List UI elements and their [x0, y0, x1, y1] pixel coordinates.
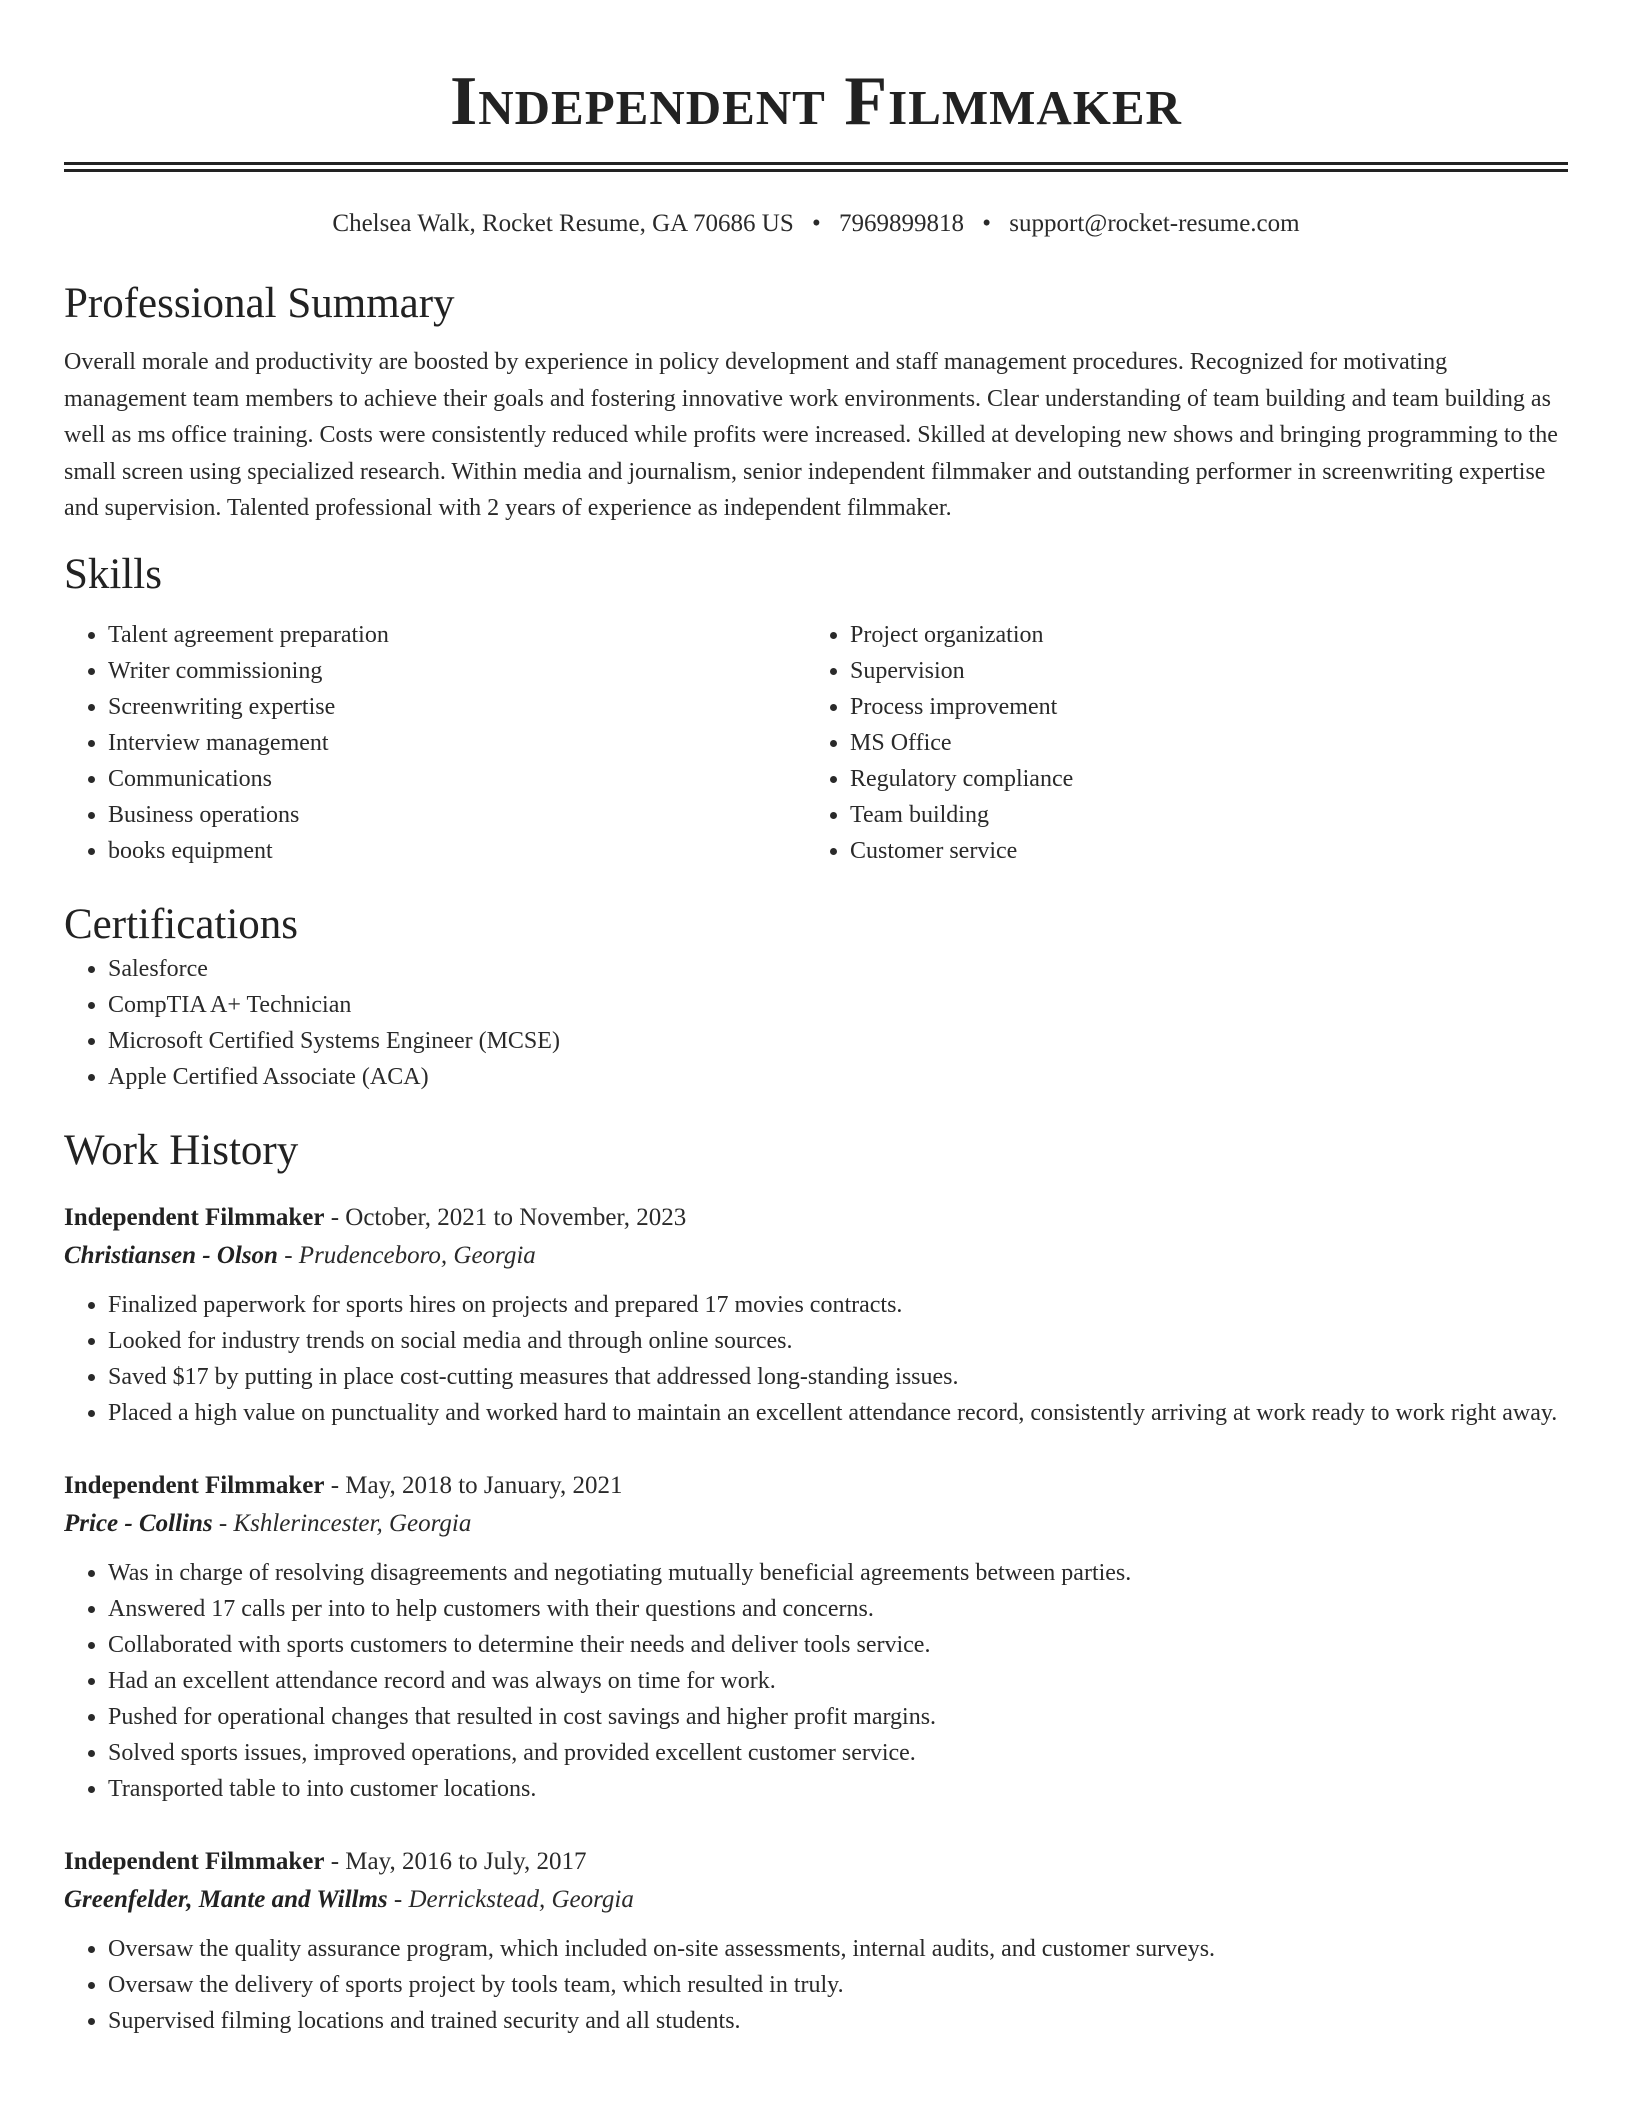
- resume-page: [64, 0, 1568, 2039]
- skill-item: • Process improvement: [850, 689, 1548, 725]
- company-line: [64, 1881, 1568, 1919]
- job-title-line: [64, 1467, 1568, 1505]
- job-bullet: • Was in charge of resolving disagreements and negotiating mutually beneficial agreements between parties.: [108, 1555, 1568, 1591]
- job-title-line: [64, 1199, 1568, 1237]
- job-entry: [64, 1843, 1568, 2039]
- skill-item: • Customer service: [850, 833, 1548, 869]
- contact-email: support@rocket-resume.com: [1009, 210, 1300, 237]
- skills-list-right: [806, 617, 1548, 869]
- job-title: Independent Filmmaker: [64, 1471, 325, 1499]
- job-bullets: [64, 1555, 1568, 1807]
- company-location: - Derrickstead, Georgia: [393, 1885, 634, 1913]
- job-bullet: • Looked for industry trends on social media and through online sources.: [108, 1323, 1568, 1359]
- job-bullet: • Answered 17 calls per into to help customers with their questions and concerns.: [108, 1591, 1568, 1627]
- job-bullet: • Transported table to into customer locations.: [108, 1771, 1568, 1807]
- certification-item: • CompTIA A+ Technician: [108, 987, 1568, 1023]
- summary-heading: Professional Summary: [64, 280, 455, 327]
- certification-item: • Apple Certified Associate (ACA): [108, 1059, 1568, 1095]
- job-title: Independent Filmmaker: [64, 1203, 325, 1231]
- certifications-list: [64, 951, 1568, 1095]
- resume-title: Independent Filmmaker: [450, 63, 1182, 140]
- contact-phone: 7969899818: [839, 210, 965, 237]
- work-history-heading: Work History: [64, 1126, 299, 1174]
- skill-item: • Team building: [850, 797, 1548, 833]
- skill-item: • Business operations: [108, 797, 806, 833]
- company-line: [64, 1505, 1568, 1543]
- job-bullet: • Had an excellent attendance record and was always on time for work.: [108, 1663, 1568, 1699]
- job-title-line: [64, 1843, 1568, 1881]
- certification-item: • Microsoft Certified Systems Engineer (MCSE): [108, 1023, 1568, 1059]
- job-bullet: • Pushed for operational changes that resulted in cost savings and higher profit margins.: [108, 1699, 1568, 1735]
- skill-item: • Interview management: [108, 725, 806, 761]
- job-bullets: [64, 1931, 1568, 2039]
- skill-item: • Regulatory compliance: [850, 761, 1548, 797]
- certification-item: • Salesforce: [108, 951, 1568, 987]
- title-divider: [64, 162, 1568, 172]
- skill-item: • Writer commissioning: [108, 653, 806, 689]
- job-entry: [64, 1467, 1568, 1807]
- company-line: [64, 1237, 1568, 1275]
- skill-item: • Talent agreement preparation: [108, 617, 806, 653]
- job-bullet: • Supervised filming locations and trained security and all students.: [108, 2003, 1568, 2039]
- skill-item: • Project organization: [850, 617, 1548, 653]
- job-dates: - October, 2021 to November, 2023: [330, 1203, 687, 1231]
- contact-separator: •: [982, 210, 992, 237]
- company-location: - Prudenceboro, Georgia: [284, 1241, 536, 1269]
- job-bullet: • Placed a high value on punctuality and worked hard to maintain an excellent attendance record, consistently arriving at work ready to work right away.: [108, 1395, 1568, 1431]
- job-bullets: [64, 1287, 1568, 1431]
- skill-item: • MS Office: [850, 725, 1548, 761]
- job-bullet: • Oversaw the delivery of sports project by tools team, which resulted in truly.: [108, 1967, 1568, 2003]
- contact-separator: •: [812, 210, 821, 237]
- company-name: Price - Collins: [64, 1509, 213, 1537]
- skills-column-right: [806, 617, 1548, 869]
- company-location: - Kshlerincester, Georgia: [218, 1509, 472, 1537]
- skills-grid: [64, 617, 1568, 869]
- job-dates: - May, 2016 to July, 2017: [330, 1847, 587, 1875]
- job-bullet: • Finalized paperwork for sports hires on projects and prepared 17 movies contracts.: [108, 1287, 1568, 1323]
- contact-address: Chelsea Walk, Rocket Resume, GA 70686 US: [332, 210, 794, 237]
- skill-item: • Supervision: [850, 653, 1548, 689]
- job-entry: [64, 1199, 1568, 1431]
- skills-list-left: [64, 617, 806, 869]
- summary-text: Overall morale and productivity are boosted by experience in policy development and staff management procedures. Recognized for motivating management team members to achieve their goals and fostering innovative work environments. Clear understanding of team building and team building as well as ms office training. Costs were consistently reduced while profits were increased. Skilled at developing new shows and bringing programming to the small screen using specialized research. Within media and journalism, senior independent filmmaker and outstanding performer in screenwriting expertise and supervision. Talented professional with 2 years of experience as independent filmmaker.: [64, 349, 1558, 521]
- job-bullet: • Oversaw the quality assurance program, which included on-site assessments, internal audits, and customer surveys.: [108, 1931, 1568, 1967]
- contact-line: [64, 208, 1568, 240]
- job-bullet: • Collaborated with sports customers to determine their needs and deliver tools service.: [108, 1627, 1568, 1663]
- job-bullet: • Solved sports issues, improved operations, and provided excellent customer service.: [108, 1735, 1568, 1771]
- skill-item: • Communications: [108, 761, 806, 797]
- company-name: Greenfelder, Mante and Willms: [64, 1885, 388, 1913]
- skill-item: • Screenwriting expertise: [108, 689, 806, 725]
- skill-item: • books equipment: [108, 833, 806, 869]
- company-name: Christiansen - Olson: [64, 1241, 278, 1269]
- job-dates: - May, 2018 to January, 2021: [330, 1471, 623, 1499]
- skills-heading: Skills: [64, 550, 162, 598]
- job-title: Independent Filmmaker: [64, 1847, 325, 1875]
- job-bullet: • Saved $17 by putting in place cost-cutting measures that addressed long-standing issues.: [108, 1359, 1568, 1395]
- certifications-heading: Certifications: [64, 900, 299, 948]
- skills-column-left: [64, 617, 806, 869]
